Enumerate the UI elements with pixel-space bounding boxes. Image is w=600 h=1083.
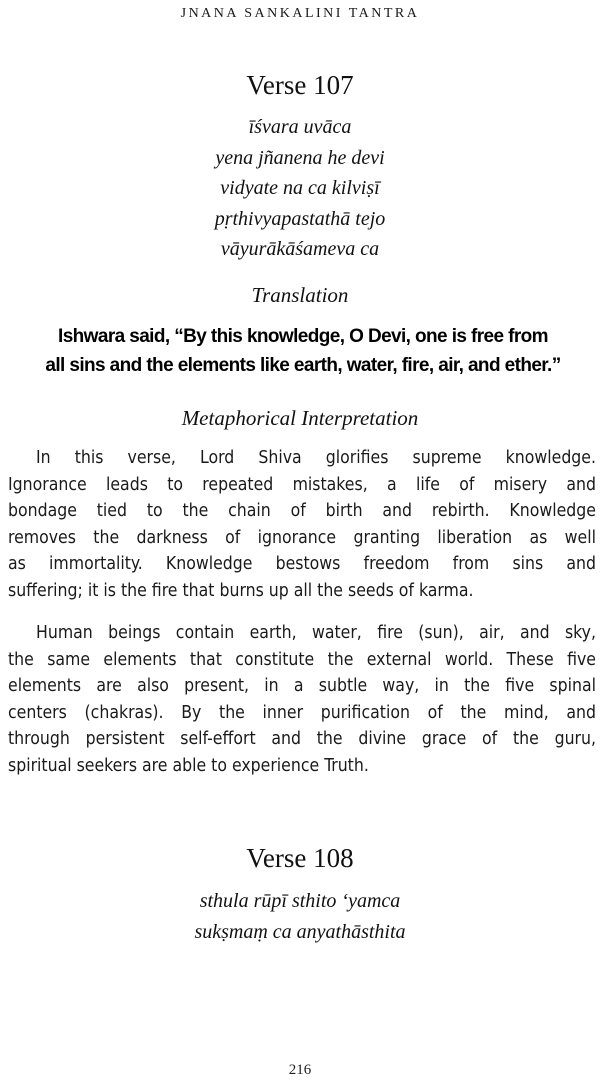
verse-107-title: Verse 107 (246, 70, 354, 100)
paragraph-line: through persistent self-effort and the divine grace of the guru, (8, 729, 596, 750)
interpretation-paragraph-2 (8, 620, 596, 780)
sanskrit-line: vāyurākāśameva ca (220, 238, 380, 261)
translation-line: all sins and the elements like earth, water, fire, air, and ether.” (45, 355, 561, 376)
sanskrit-line: sthula rūpī sthito ‘yamca (199, 890, 401, 912)
paragraph-line: suffering; it is the fire that burns up all the seeds of karma. (8, 580, 474, 601)
paragraph-line: Human beings contain earth, water, fire (sun), air, and sky, (36, 623, 596, 643)
running-head: JNANA SANKALINI TANTRA (180, 6, 420, 21)
sanskrit-line: īśvara uvāca (248, 116, 352, 138)
paragraph-line: spiritual seekers are able to experience Truth. (8, 755, 369, 776)
paragraph-line: Ignorance leads to repeated mistakes, a life of misery and (8, 474, 596, 495)
translation-heading: Translation (251, 283, 349, 307)
translation-text (8, 322, 598, 380)
paragraph-line: bondage tied to the chain of birth and rebirth. Knowledge (8, 501, 596, 522)
paragraph-line: the same elements that constitute the external world. These five (8, 649, 596, 670)
translation-line: Ishwara said, “By this knowledge, O Devi, one is free from (58, 326, 548, 347)
interpretation-heading: Metaphorical Interpretation (181, 406, 419, 430)
paragraph-line: elements are also present, in a subtle way, in the five spinal (8, 676, 596, 697)
page-number: 216 (288, 1062, 312, 1078)
sanskrit-line: sukṣmaṃ ca anyathāsthita (194, 920, 406, 943)
interpretation-paragraph-1 (8, 445, 596, 605)
paragraph-line: centers (chakras). By the inner purification of the mind, and (8, 702, 596, 723)
paragraph-line: In this verse, Lord Shiva glorifies supreme knowledge. (36, 448, 596, 468)
paragraph-line: as immortality. Knowledge bestows freedom from sins and (8, 554, 596, 575)
paragraph-line: removes the darkness of ignorance granting liberation as well (8, 527, 596, 548)
sanskrit-line: vidyate na ca kilviṣī (220, 177, 380, 200)
verse-108-sanskrit (0, 886, 600, 947)
sanskrit-line: yena jñanena he devi (215, 146, 385, 169)
verse-108-title: Verse 108 (246, 843, 354, 873)
sanskrit-line: pṛthivyapastathā tejo (214, 207, 386, 230)
verse-107-sanskrit (0, 112, 600, 265)
